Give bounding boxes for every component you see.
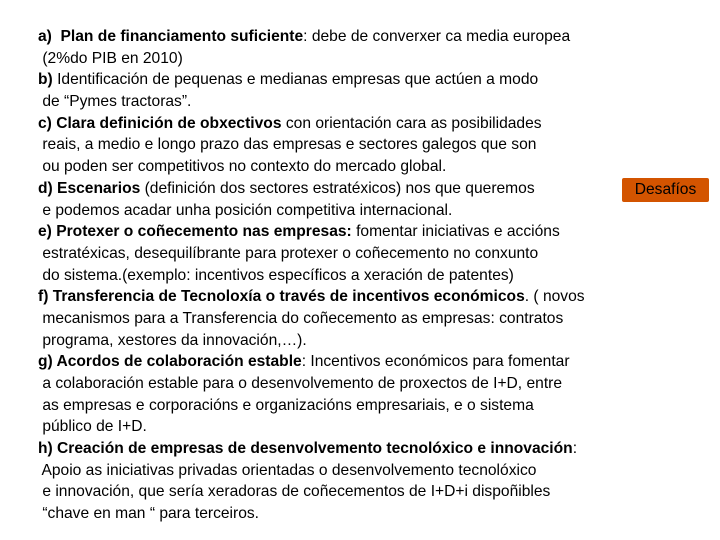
text-run: programa, xestores da innovación,…). (38, 331, 307, 349)
bold-run: d) Escenarios (38, 179, 141, 197)
text-line (38, 438, 708, 460)
bold-run: e) Protexer o coñecemento nas empresas: (38, 223, 352, 241)
text-run: con orientación cara as posibilidades (281, 114, 542, 132)
badge-label: Desafíos (634, 181, 697, 198)
text-run: estratéxicas, desequilíbrante para protexer o coñecemento no conxunto (38, 244, 539, 262)
text-line (38, 330, 708, 352)
text-run: (2%do PIB en 2010) (38, 49, 183, 67)
text-run: de “Pymes tractoras”. (38, 93, 192, 111)
text-line (38, 91, 708, 113)
bold-run: h) Creación de empresas de desenvolvemento tecnolóxico e innovación (38, 440, 573, 458)
text-line (38, 286, 708, 308)
desafios-badge (622, 178, 709, 202)
text-run: e innovación, que sería xeradoras de coñecementos de I+D+i dispoñibles (38, 483, 551, 501)
bold-run: f) Transferencia de Tecnoloxía o través de incentivos económicos (38, 288, 525, 306)
text-line (38, 134, 708, 156)
bold-run: c) Clara definición de obxectivos (38, 114, 282, 132)
slide-body-text (38, 26, 708, 525)
text-line (38, 178, 708, 200)
text-run: do sistema.(exemplo: incentivos específicos a xeración de patentes) (38, 266, 514, 284)
text-line (38, 200, 708, 222)
text-line (38, 503, 708, 525)
text-line (38, 48, 708, 70)
text-run: público de I+D. (38, 418, 147, 436)
text-line (38, 156, 708, 178)
text-run: e podemos acadar unha posición competitiva internacional. (38, 201, 453, 219)
bold-run: a) Plan de financiamento suficiente (38, 28, 304, 45)
text-line (38, 308, 708, 330)
text-line (38, 416, 708, 438)
text-line (38, 351, 708, 373)
text-line (38, 395, 708, 417)
text-run: : Incentivos económicos para fomentar (301, 353, 570, 371)
text-line (38, 113, 708, 135)
text-run: ou poden ser competitivos no contexto do mercado global. (38, 158, 447, 176)
bold-run: g) Acordos de colaboración estable (38, 353, 302, 371)
text-run: : debe de converxer ca media europea (303, 28, 571, 45)
text-line (38, 265, 708, 287)
text-line (38, 221, 708, 243)
text-run: fomentar iniciativas e accións (351, 223, 560, 241)
text-run: reais, a medio e longo prazo das empresas e sectores galegos que son (38, 136, 537, 154)
text-line (38, 243, 708, 265)
text-run: (definición dos sectores estratéxicos) nos que queremos (140, 179, 535, 197)
text-line (38, 26, 708, 48)
text-line (38, 460, 708, 482)
text-run: Apoio as iniciativas privadas orientadas o desenvolvemento tecnolóxico (38, 461, 537, 479)
text-run: Identificación de pequenas e medianas empresas que actúen a modo (57, 71, 539, 89)
text-run: mecanismos para a Transferencia do coñecemento as empresas: contratos (38, 309, 564, 327)
text-line (38, 481, 708, 503)
text-run: a colaboración estable para o desenvolvemento de proxectos de I+D, entre (38, 375, 563, 392)
text-run: . ( novos (524, 288, 585, 306)
text-run: “chave en man “ para terceiros. (38, 505, 260, 523)
text-run: as empresas e corporacións e organizacións empresariais, e o sistema (38, 396, 534, 414)
text-line (38, 69, 708, 91)
text-line (38, 373, 708, 395)
bold-run: b) (38, 71, 58, 89)
text-run: : (572, 440, 578, 458)
